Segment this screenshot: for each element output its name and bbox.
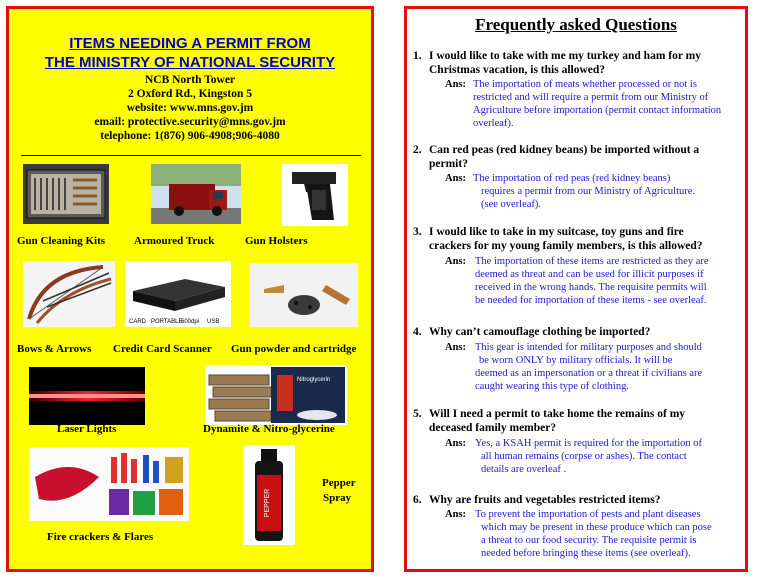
fire-crackers-flares-image bbox=[29, 447, 189, 521]
gun-cleaning-kits-caption: Gun Cleaning Kits bbox=[17, 235, 106, 247]
answer-1-line-2: restricted and will require a permit from our Ministry of bbox=[473, 92, 709, 103]
answer-6 bbox=[475, 508, 747, 560]
address-email: email: protective.security@mns.gov.jm bbox=[94, 116, 286, 128]
laser-lights-caption: Laser Lights bbox=[57, 423, 117, 435]
answer-3-line-4: be needed for importation of these items - see overleaf. bbox=[475, 295, 707, 306]
question-3-line-2: crackers for my young family members, is this allowed? bbox=[429, 240, 703, 252]
armoured-truck-image bbox=[151, 164, 241, 224]
gun-holster-image bbox=[282, 164, 348, 226]
address-website: website: www.mns.gov.jm bbox=[126, 102, 254, 114]
question-4 bbox=[413, 325, 743, 339]
question-3-line-1: I would like to take in my suitcase, toy guns and fire bbox=[429, 226, 684, 238]
address-street: 2 Oxford Rd., Kingston 5 bbox=[128, 88, 252, 100]
answer-2-line-3: (see overleaf). bbox=[481, 199, 542, 210]
answer-6-line-2: which may be present in these produce which can pose bbox=[481, 522, 712, 533]
dynamite-caption: Dynamite & Nitro-glycerine bbox=[203, 423, 335, 435]
question-1-line-2: Christmas vacation, is this allowed? bbox=[429, 64, 606, 76]
answer-6-line-3: a threat to our food security. The requisite permit is bbox=[481, 535, 697, 546]
credit-card-scanner-caption: Credit Card Scanner bbox=[113, 343, 212, 355]
question-4-number: 4. bbox=[413, 326, 422, 338]
answer-4 bbox=[475, 341, 747, 393]
question-1-line-1: I would like to take with me my turkey and ham for my bbox=[429, 50, 701, 62]
answer-5-line-2: all human remains (corpse or ashes). The contact bbox=[481, 451, 687, 462]
question-1-number: 1. bbox=[413, 50, 422, 62]
answer-2-line-1: The importation of red peas (red kidney beans) bbox=[473, 173, 671, 184]
card-label: CARD bbox=[129, 319, 147, 325]
answer-2-label: Ans: bbox=[445, 173, 467, 184]
answer-4-line-4: caught wearing this type of clothing. bbox=[475, 381, 629, 392]
question-2-number: 2. bbox=[413, 144, 422, 156]
answer-1-line-4: overleaf). bbox=[473, 118, 514, 129]
question-1 bbox=[413, 49, 743, 77]
title-line-2: THE MINISTRY OF NATIONAL SECURITY bbox=[44, 54, 336, 71]
question-5-number: 5. bbox=[413, 408, 422, 420]
pepper-caption: Pepper bbox=[322, 477, 356, 489]
address-block bbox=[9, 73, 371, 143]
question-3 bbox=[413, 225, 743, 253]
title-line-1: ITEMS NEEDING A PERMIT FROM bbox=[69, 35, 311, 52]
nitro-label: Nitroglycerin bbox=[297, 377, 331, 383]
answer-1-line-3: Agriculture before importation (permit contact information bbox=[473, 105, 722, 116]
answer-5-label: Ans: bbox=[445, 438, 467, 449]
card-usb-label: USB bbox=[207, 319, 220, 325]
answer-3 bbox=[475, 255, 747, 307]
answer-6-label: Ans: bbox=[445, 509, 467, 520]
answer-1-label: Ans: bbox=[445, 79, 467, 90]
address-telephone: telephone: 1(876) 906-4908;906-4080 bbox=[100, 130, 280, 142]
question-2 bbox=[413, 143, 743, 171]
gun-holsters-caption: Gun Holsters bbox=[245, 235, 308, 247]
armoured-truck-caption: Armoured Truck bbox=[134, 235, 215, 247]
credit-card-scanner-image bbox=[125, 261, 231, 327]
answer-5-line-3: details are overleaf . bbox=[481, 464, 567, 475]
divider bbox=[21, 155, 361, 156]
faq-panel bbox=[404, 6, 748, 572]
answer-6-line-4: needed before bringing these items (see overleaf). bbox=[481, 548, 691, 559]
card-portable-label: PORTABLE bbox=[151, 319, 183, 325]
question-2-line-2: permit? bbox=[429, 158, 468, 170]
answer-5-line-1: Yes, a KSAH permit is required for the importation of bbox=[475, 438, 702, 449]
gun-cleaning-kit-image bbox=[23, 164, 109, 224]
fire-crackers-caption: Fire crackers & Flares bbox=[47, 531, 154, 543]
question-5-line-2: deceased family member? bbox=[429, 422, 557, 434]
question-6 bbox=[413, 493, 743, 507]
answer-3-label: Ans: bbox=[445, 256, 467, 267]
answer-2 bbox=[473, 172, 747, 211]
pepper-label: PEPPER bbox=[264, 488, 271, 518]
question-6-number: 6. bbox=[413, 494, 422, 506]
question-6-line-1: Why are fruits and vegetables restricted items? bbox=[429, 494, 661, 506]
answer-2-line-2: requires a permit from our Ministry of Agriculture. bbox=[481, 186, 696, 197]
dynamite-nitroglycerine-image bbox=[205, 365, 347, 425]
answer-1 bbox=[473, 78, 747, 130]
bows-arrows-image bbox=[23, 261, 115, 327]
answer-1-line-1: The importation of meats whether processed or not is bbox=[473, 79, 697, 90]
question-4-line-1: Why can’t camouflage clothing be imported? bbox=[429, 326, 651, 338]
bows-arrows-caption: Bows & Arrows bbox=[17, 343, 92, 355]
answer-4-label: Ans: bbox=[445, 342, 467, 353]
question-5-line-1: Will I need a permit to take home the remains of my bbox=[429, 408, 686, 420]
laser-lights-image bbox=[29, 367, 145, 425]
spray-caption: Spray bbox=[323, 492, 352, 504]
gun-powder-cartridge-image bbox=[250, 263, 358, 327]
pepper-spray-image bbox=[243, 445, 295, 545]
faq-title: Frequently asked Questions bbox=[475, 15, 677, 34]
answer-3-line-3: received in the wrong hands. The requisite permits will bbox=[475, 282, 707, 293]
question-5 bbox=[413, 407, 743, 435]
answer-3-line-2: deemed as threat and can be used for illicit purposes if bbox=[475, 269, 704, 280]
card-dpi-label: 600dpi bbox=[181, 319, 200, 325]
answer-4-line-2: be worn ONLY by military officials. It will be bbox=[479, 355, 673, 366]
permit-items-panel bbox=[6, 6, 374, 572]
question-2-line-1: Can red peas (red kidney beans) be imported without a bbox=[429, 144, 700, 156]
answer-4-line-1: This gear is intended for military purposes and should bbox=[475, 342, 702, 353]
gun-powder-caption: Gun powder and cartridge bbox=[231, 343, 357, 355]
answer-3-line-1: The importation of these items are restricted as they are bbox=[475, 256, 709, 267]
question-3-number: 3. bbox=[413, 226, 422, 238]
answer-5 bbox=[475, 437, 747, 476]
address-building: NCB North Tower bbox=[144, 74, 236, 86]
answer-6-line-1: To prevent the importation of pests and plant diseases bbox=[475, 509, 701, 520]
answer-4-line-3: deemed as an impersonation or a threat if civilians are bbox=[475, 368, 703, 379]
